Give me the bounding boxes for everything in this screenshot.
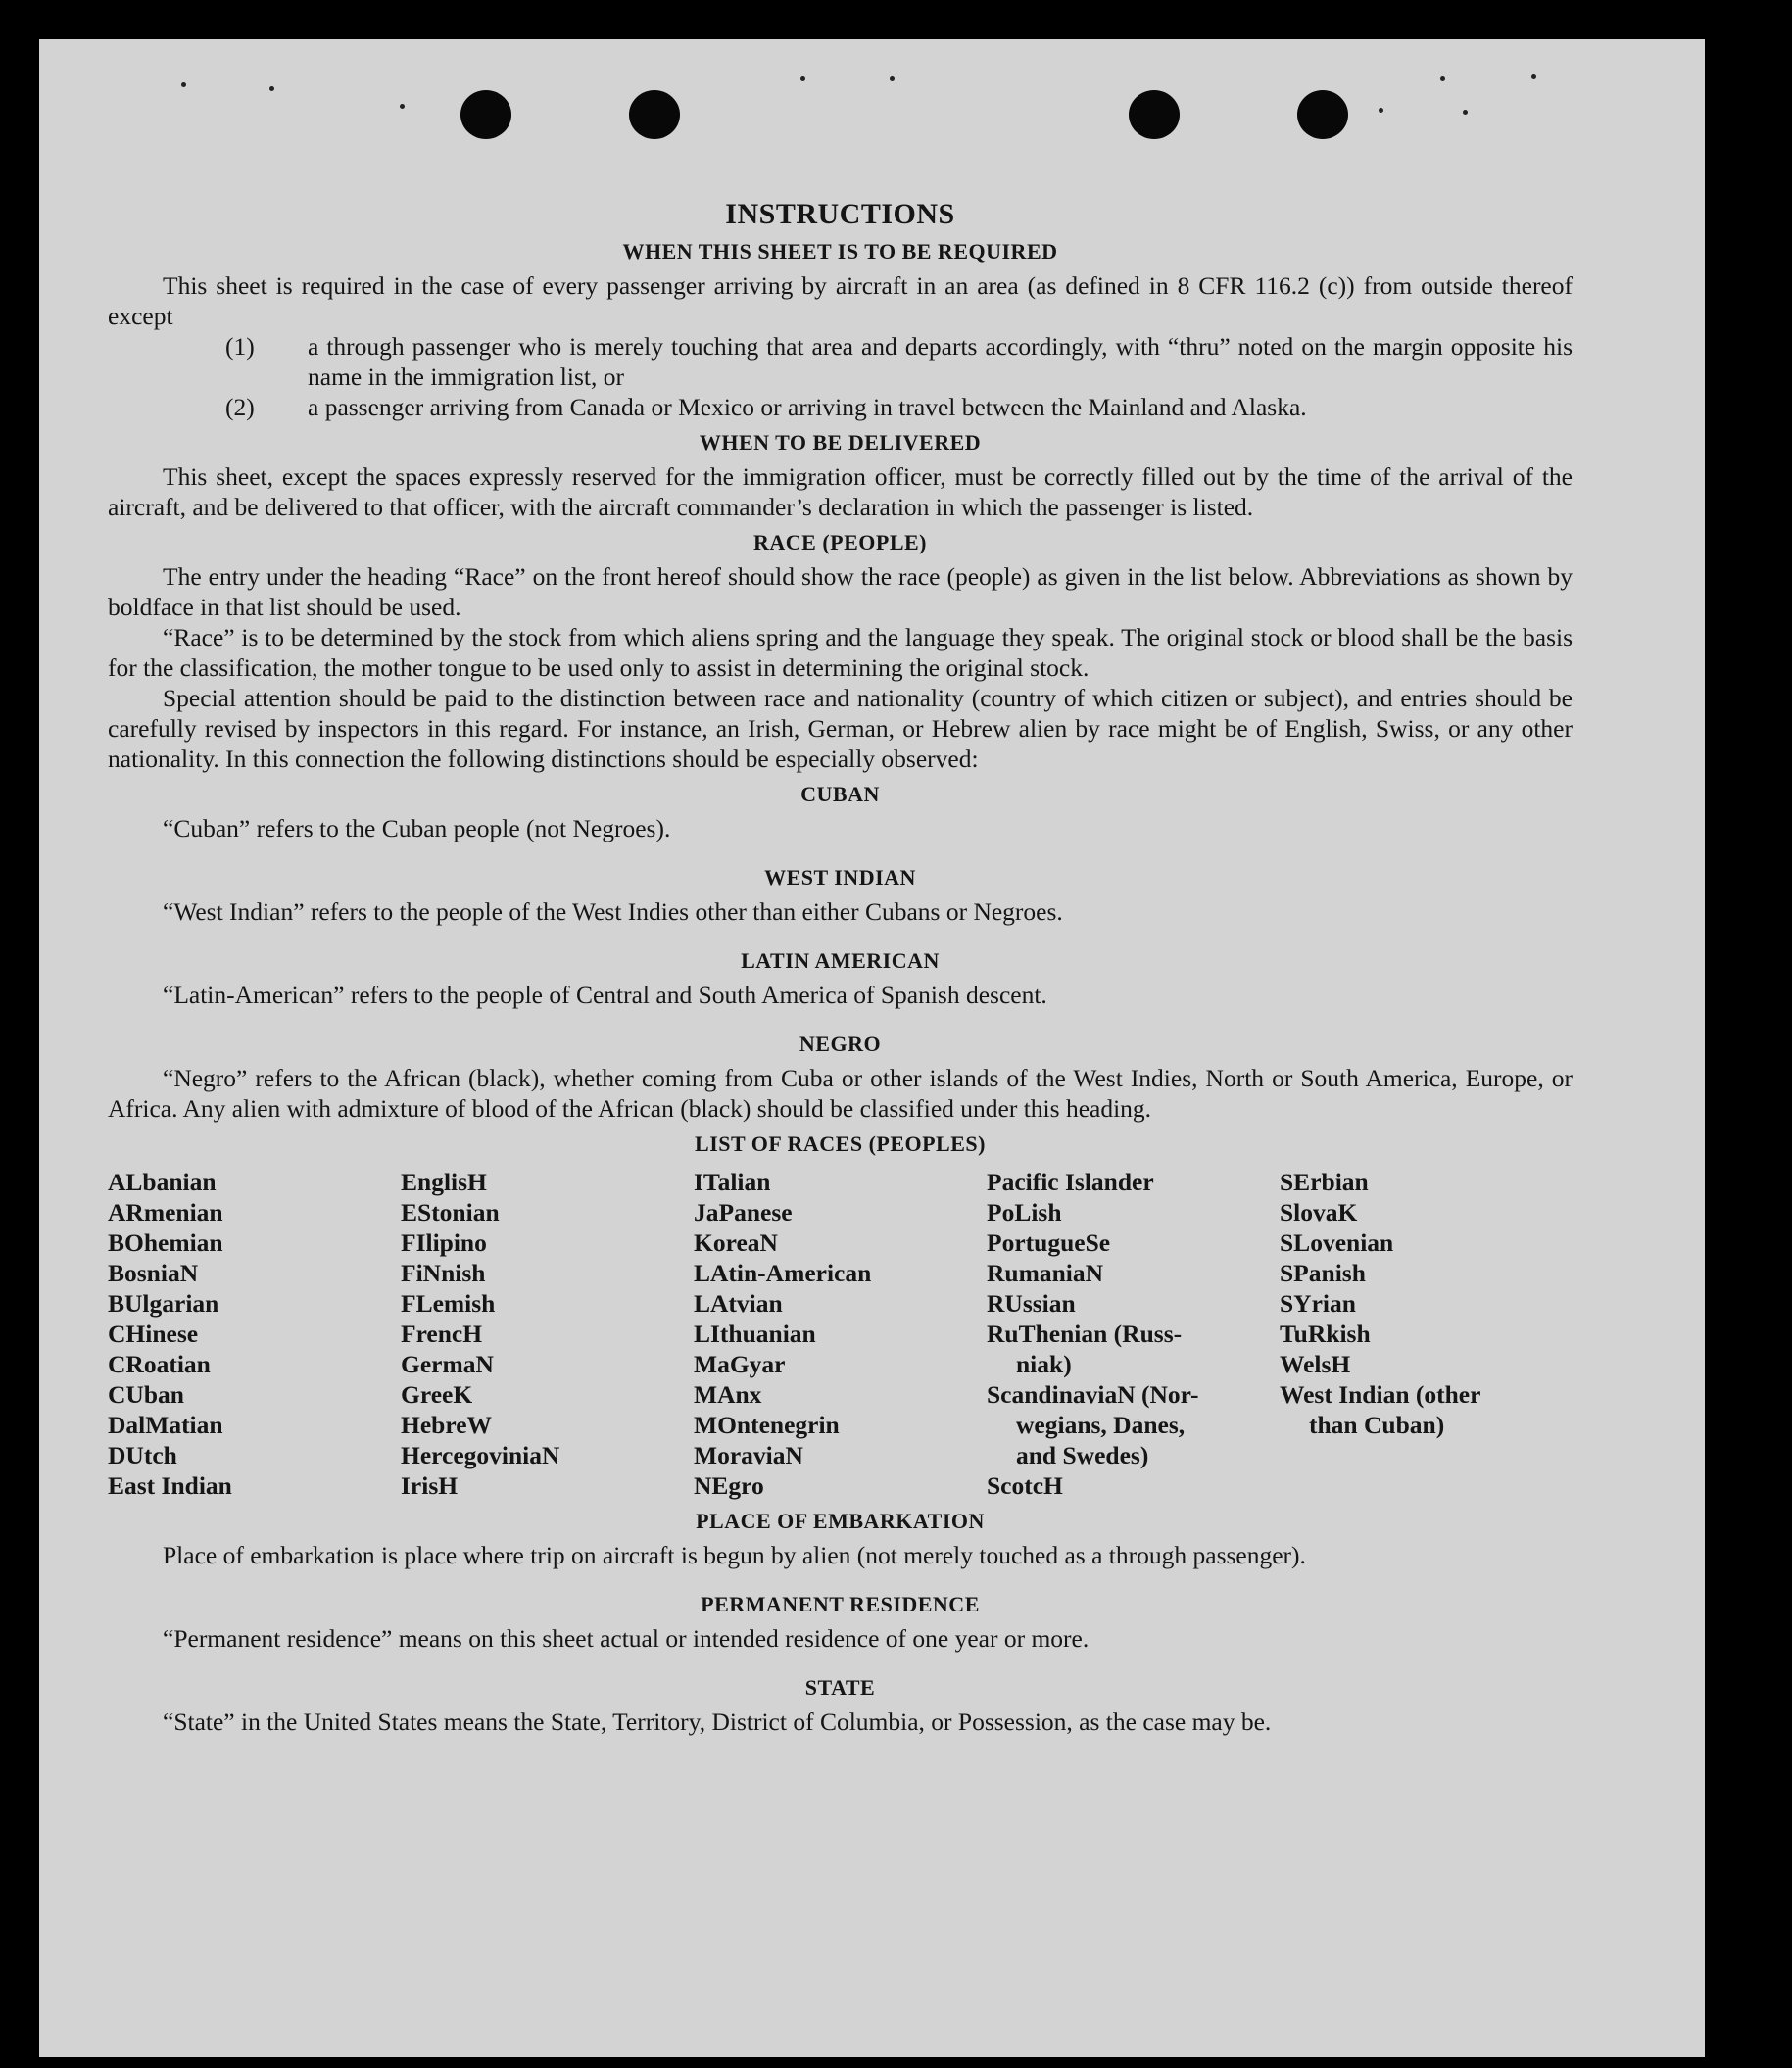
race-entry-continuation: wegians, Danes, (1016, 1411, 1186, 1439)
race-entry: BUlgarian (108, 1289, 219, 1318)
race-entry-line: West Indian (other (1280, 1380, 1481, 1409)
race-entry (1280, 1379, 1573, 1440)
race-entry: JaPanese (694, 1198, 793, 1226)
speck (181, 82, 186, 87)
race-entry: MaGyar (694, 1350, 786, 1378)
race-entry: BOhemian (108, 1228, 223, 1257)
instructions-content (108, 157, 1573, 1737)
speck (1440, 76, 1445, 81)
section-heading-list-of-races: LIST OF RACES (PEOPLES) (695, 1131, 986, 1156)
section-heading-latin-american: LATIN AMERICAN (741, 948, 940, 973)
race-entry: MOntenegrin (694, 1411, 840, 1439)
delivered-paragraph: This sheet, except the spaces expressly reserved for the immigration officer, must be correctly filled out by the time of the arrival of the aircraft, and be delivered to that officer, with the aircraft commander’s declaration in which the passenger is listed. (108, 462, 1573, 521)
latin-american-paragraph: “Latin-American” refers to the people of Central and South America of Spanish descent. (163, 981, 1047, 1009)
exception-item-1 (225, 331, 1573, 392)
race-entry: SlovaK (1280, 1198, 1358, 1226)
race-entry-continuation: niak) (1016, 1350, 1072, 1378)
negro-paragraph: “Negro” refers to the African (black), whether coming from Cuba or other islands of the West Indies, North or South America, Europe, or Africa. Any alien with admixture of blood of the African (black) should be classified under this heading. (108, 1064, 1573, 1123)
race-entry: IrisH (401, 1471, 459, 1500)
race-entry: FIlipino (401, 1228, 487, 1257)
race-entry: MAnx (694, 1380, 762, 1409)
race-entry: East Indian (108, 1471, 232, 1500)
race-entry: CUban (108, 1380, 184, 1409)
speck (800, 76, 805, 81)
section-heading-west-indian: WEST INDIAN (764, 865, 916, 890)
speck (400, 104, 405, 109)
race-entry: ITalian (694, 1168, 771, 1196)
race-entry: NEgro (694, 1471, 764, 1500)
race-entry: GermaN (401, 1350, 494, 1378)
race-list (108, 1167, 1573, 1501)
section-heading-embarkation: PLACE OF EMBARKATION (696, 1509, 985, 1533)
race-entry: ALbanian (108, 1168, 217, 1196)
race-entry: BosniaN (108, 1259, 199, 1287)
west-indian-paragraph: “West Indian” refers to the people of the West Indies other than either Cubans or Negroes. (163, 897, 1063, 926)
race-entry-line: RuThenian (Russ- (987, 1320, 1183, 1348)
section-heading-race: RACE (PEOPLE) (753, 530, 927, 554)
race-entry-continuation: and Swedes) (1016, 1441, 1149, 1469)
race-entry: GreeK (401, 1380, 473, 1409)
section-heading-required: WHEN THIS SHEET IS TO BE REQUIRED (622, 239, 1058, 264)
race-paragraph-1: The entry under the heading “Race” on the front hereof should show the race (people) as given in the list below. Abbreviations as shown by boldface in that list should be used. (108, 562, 1573, 621)
race-entry: MoraviaN (694, 1441, 803, 1469)
race-entry: FLemish (401, 1289, 496, 1318)
race-entry: FrencH (401, 1320, 483, 1348)
race-entry: RumaniaN (987, 1259, 1104, 1287)
permanent-residence-paragraph: “Permanent residence” means on this sheet actual or intended residence of one year or more. (163, 1624, 1090, 1653)
race-entry: EnglisH (401, 1168, 487, 1196)
race-entry-continuation: than Cuban) (1309, 1411, 1445, 1439)
race-entry: Pacific Islander (987, 1168, 1154, 1196)
race-entry: PoLish (987, 1198, 1062, 1226)
section-heading-cuban: CUBAN (800, 782, 880, 806)
race-entry: LAtvian (694, 1289, 783, 1318)
race-entry-line: ScandinaviaN (Nor- (987, 1380, 1199, 1409)
race-entry: KoreaN (694, 1228, 778, 1257)
page-title: INSTRUCTIONS (725, 198, 955, 230)
speck (1463, 110, 1468, 115)
race-entry: SPanish (1280, 1259, 1366, 1287)
item-text: a through passenger who is merely touching that area and departs accordingly, with “thru” noted on the margin opposite his name in the immigration list, or (308, 332, 1573, 391)
exception-item-2 (225, 392, 1573, 422)
speck (1379, 108, 1383, 113)
section-heading-state: STATE (804, 1675, 876, 1700)
embarkation-paragraph: Place of embarkation is place where trip on aircraft is begun by alien (not merely touched as a through passenger). (163, 1541, 1306, 1569)
item-number: (2) (225, 393, 255, 421)
race-entry: WelsH (1280, 1350, 1351, 1378)
race-entry: SErbian (1280, 1168, 1369, 1196)
race-entry: HebreW (401, 1411, 493, 1439)
punch-hole (1297, 90, 1348, 139)
section-heading-delivered: WHEN TO BE DELIVERED (699, 430, 982, 455)
race-entry: ScotcH (987, 1471, 1063, 1500)
punch-hole (629, 90, 680, 139)
race-entry (987, 1319, 1280, 1379)
race-entry: PortugueSe (987, 1228, 1111, 1257)
race-column-4 (987, 1167, 1280, 1501)
document-page (39, 39, 1705, 2057)
race-column-3 (694, 1167, 987, 1501)
race-entry: FiNnish (401, 1259, 486, 1287)
race-entry: LAtin-American (694, 1259, 872, 1287)
speck (269, 86, 274, 91)
cuban-paragraph: “Cuban” refers to the Cuban people (not Negroes). (163, 814, 671, 842)
race-paragraph-3: Special attention should be paid to the distinction between race and nationality (country of which citizen or subject), and entries should be carefully revised by inspectors in this regard. For instance, an Irish, German, or Hebrew alien by race might be of English, Swiss, or any other nationality. In this connection the following distinctions should be especially observed: (108, 684, 1573, 773)
section-heading-permanent-residence: PERMANENT RESIDENCE (701, 1592, 980, 1616)
race-entry: EStonian (401, 1198, 500, 1226)
punch-hole (460, 90, 511, 139)
race-column-1 (108, 1167, 401, 1501)
race-entry: ARmenian (108, 1198, 223, 1226)
race-entry: HercegoviniaN (401, 1441, 560, 1469)
item-number: (1) (225, 332, 255, 361)
race-paragraph-2: “Race” is to be determined by the stock from which aliens spring and the language they speak. The original stock or blood shall be the basis for the classification, the mother tongue to be used only to assist in determining the original stock. (108, 623, 1573, 682)
punch-hole (1129, 90, 1180, 139)
race-entry: RUssian (987, 1289, 1076, 1318)
race-entry: CHinese (108, 1320, 199, 1348)
race-entry: SLovenian (1280, 1228, 1394, 1257)
item-text: a passenger arriving from Canada or Mexico or arriving in travel between the Mainland and Alaska. (308, 393, 1307, 421)
race-entry: DalMatian (108, 1411, 223, 1439)
race-column-2 (401, 1167, 694, 1501)
race-entry: LIthuanian (694, 1320, 816, 1348)
race-entry: TuRkish (1280, 1320, 1371, 1348)
race-entry: SYrian (1280, 1289, 1356, 1318)
section-heading-negro: NEGRO (799, 1032, 882, 1056)
state-paragraph: “State” in the United States means the State, Territory, District of Columbia, or Possession, as the case may be. (163, 1707, 1272, 1736)
required-paragraph: This sheet is required in the case of every passenger arriving by aircraft in an area (as defined in 8 CFR 116.2 (c)) from outside thereof except (108, 271, 1573, 330)
race-entry (987, 1379, 1280, 1470)
speck (1531, 74, 1536, 79)
race-entry: CRoatian (108, 1350, 211, 1378)
race-entry: DUtch (108, 1441, 177, 1469)
race-column-5 (1280, 1167, 1573, 1501)
speck (890, 76, 895, 81)
